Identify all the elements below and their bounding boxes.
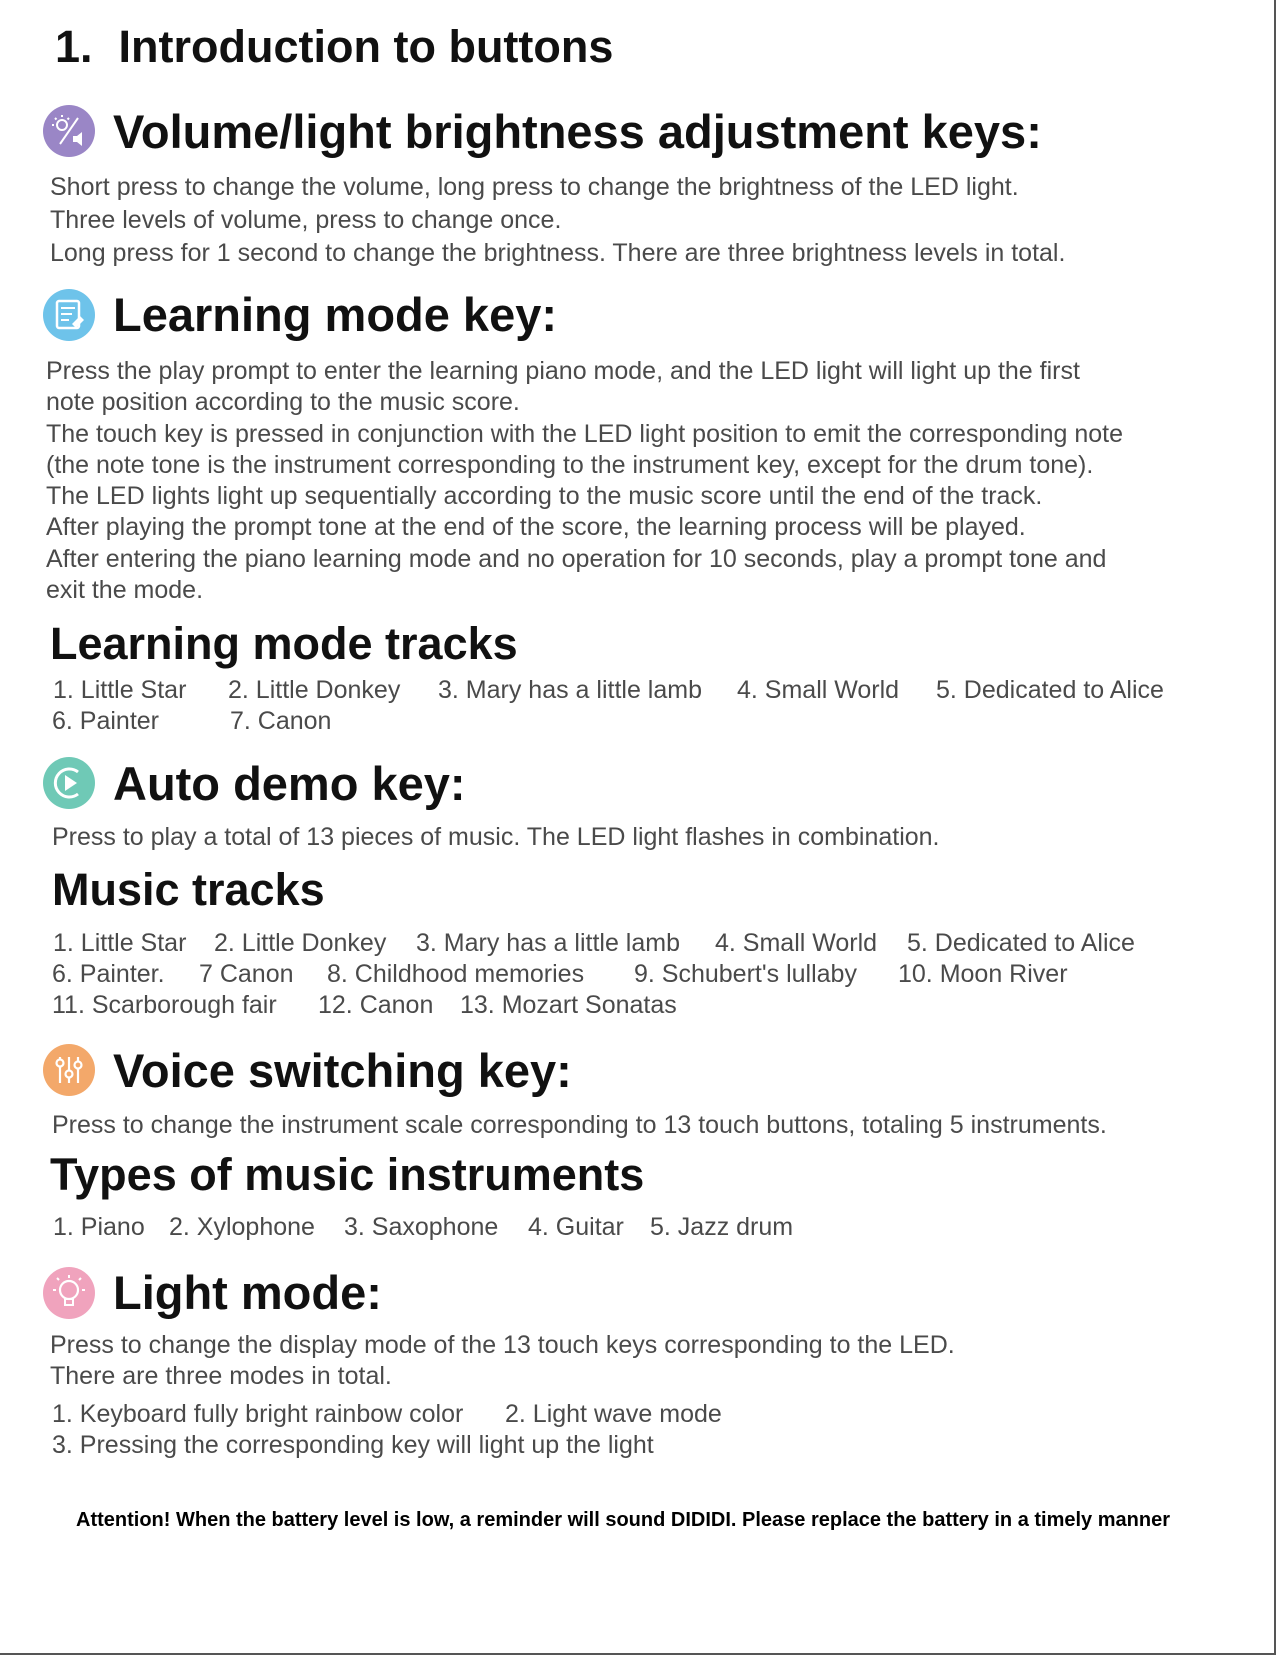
learning-line-4: (the note tone is the instrument corresponding to the instrument key, except for the drum tone). — [46, 450, 1094, 479]
list-item: 13. Mozart Sonatas — [460, 991, 677, 1019]
learning-book-icon — [42, 288, 96, 342]
learning-line-5: The LED lights light up sequentially according to the music score until the end of the track. — [46, 482, 1043, 511]
light-line-2: There are three modes in total. — [50, 1362, 392, 1390]
volume-line-3: Long press for 1 second to change the brightness. There are three brightness levels in total. — [50, 239, 1066, 267]
list-item: 9. Schubert's lullaby — [634, 960, 857, 988]
list-item: 1. Piano — [53, 1213, 145, 1241]
learning-line-3: The touch key is pressed in conjunction with the LED light position to emit the corresponding note — [46, 419, 1124, 448]
learning-title: Learning mode key: — [113, 288, 557, 341]
list-item: 6. Painter — [52, 707, 160, 735]
list-item: 2. Little Donkey — [228, 676, 401, 704]
list-item: 4. Guitar — [528, 1213, 624, 1241]
auto-demo-description: Press to play a total of 13 pieces of music. The LED light flashes in combination. — [52, 823, 940, 851]
light-bulb-icon — [42, 1266, 96, 1320]
learning-line-1: Press the play prompt to enter the learning piano mode, and the LED light will light up the first — [46, 357, 1080, 385]
list-item: 2. Xylophone — [169, 1213, 315, 1241]
instruments-title: Types of music instruments — [50, 1149, 645, 1200]
volume-line-2: Three levels of volume, press to change once. — [50, 206, 562, 234]
list-item: 8. Childhood memories — [327, 960, 585, 988]
list-item: 2. Light wave mode — [505, 1400, 722, 1428]
learning-line-8: exit the mode. — [46, 576, 204, 605]
learning-description — [46, 356, 1123, 606]
list-item: 1. Keyboard fully bright rainbow color — [52, 1400, 464, 1428]
volume-description — [50, 171, 1065, 270]
volume-brightness-icon — [42, 104, 96, 158]
light-line-1: Press to change the display mode of the 13 touch keys corresponding to the LED. — [50, 1331, 955, 1359]
light-title: Light mode: — [113, 1266, 382, 1319]
music-tracks-title: Music tracks — [52, 864, 325, 915]
learning-line-6: After playing the prompt tone at the end of the score, the learning process will be played. — [46, 513, 1026, 542]
list-item: 7 Canon — [199, 960, 294, 988]
list-item: 1. Little Star — [53, 676, 187, 704]
light-description — [50, 1330, 955, 1392]
learning-line-2: note position according to the music score. — [46, 388, 520, 417]
volume-line-1: Short press to change the volume, long press to change the brightness of the LED light. — [50, 173, 1019, 201]
list-item: 10. Moon River — [898, 960, 1068, 988]
section-title: Introduction to buttons — [118, 21, 614, 72]
list-item: 5. Dedicated to Alice — [936, 676, 1164, 704]
list-item: 6. Painter. — [52, 960, 165, 988]
list-item: 5. Dedicated to Alice — [907, 929, 1135, 957]
voice-description: Press to change the instrument scale corresponding to 13 touch buttons, totaling 5 instruments. — [52, 1111, 1107, 1139]
section-heading — [55, 21, 613, 73]
section-number: 1. — [55, 21, 93, 72]
list-item: 3. Mary has a little lamb — [438, 676, 702, 704]
list-item: 3. Mary has a little lamb — [416, 929, 680, 957]
auto-demo-play-icon — [42, 756, 96, 810]
list-item: 11. Scarborough fair — [52, 991, 277, 1019]
list-item: 1. Little Star — [53, 929, 187, 957]
list-item: 5. Jazz drum — [650, 1213, 794, 1241]
auto-demo-title: Auto demo key: — [113, 757, 466, 810]
learning-tracks-title: Learning mode tracks — [50, 618, 518, 669]
list-item: 4. Small World — [715, 929, 878, 957]
volume-title: Volume/light brightness adjustment keys: — [113, 105, 1042, 158]
list-item: 3. Pressing the corresponding key will light up the light — [52, 1431, 654, 1459]
voice-title: Voice switching key: — [113, 1044, 572, 1097]
list-item: 12. Canon — [318, 991, 434, 1019]
battery-attention-note: Attention! When the battery level is low, a reminder will sound DIDIDI. Please replace the battery in a timely manner — [76, 1509, 1170, 1531]
learning-line-7: After entering the piano learning mode and no operation for 10 seconds, play a prompt tone and — [46, 544, 1107, 573]
list-item: 2. Little Donkey — [214, 929, 387, 957]
voice-switching-sliders-icon — [42, 1043, 96, 1097]
list-item: 7. Canon — [230, 707, 332, 735]
list-item: 3. Saxophone — [344, 1213, 499, 1241]
list-item: 4. Small World — [737, 676, 900, 704]
